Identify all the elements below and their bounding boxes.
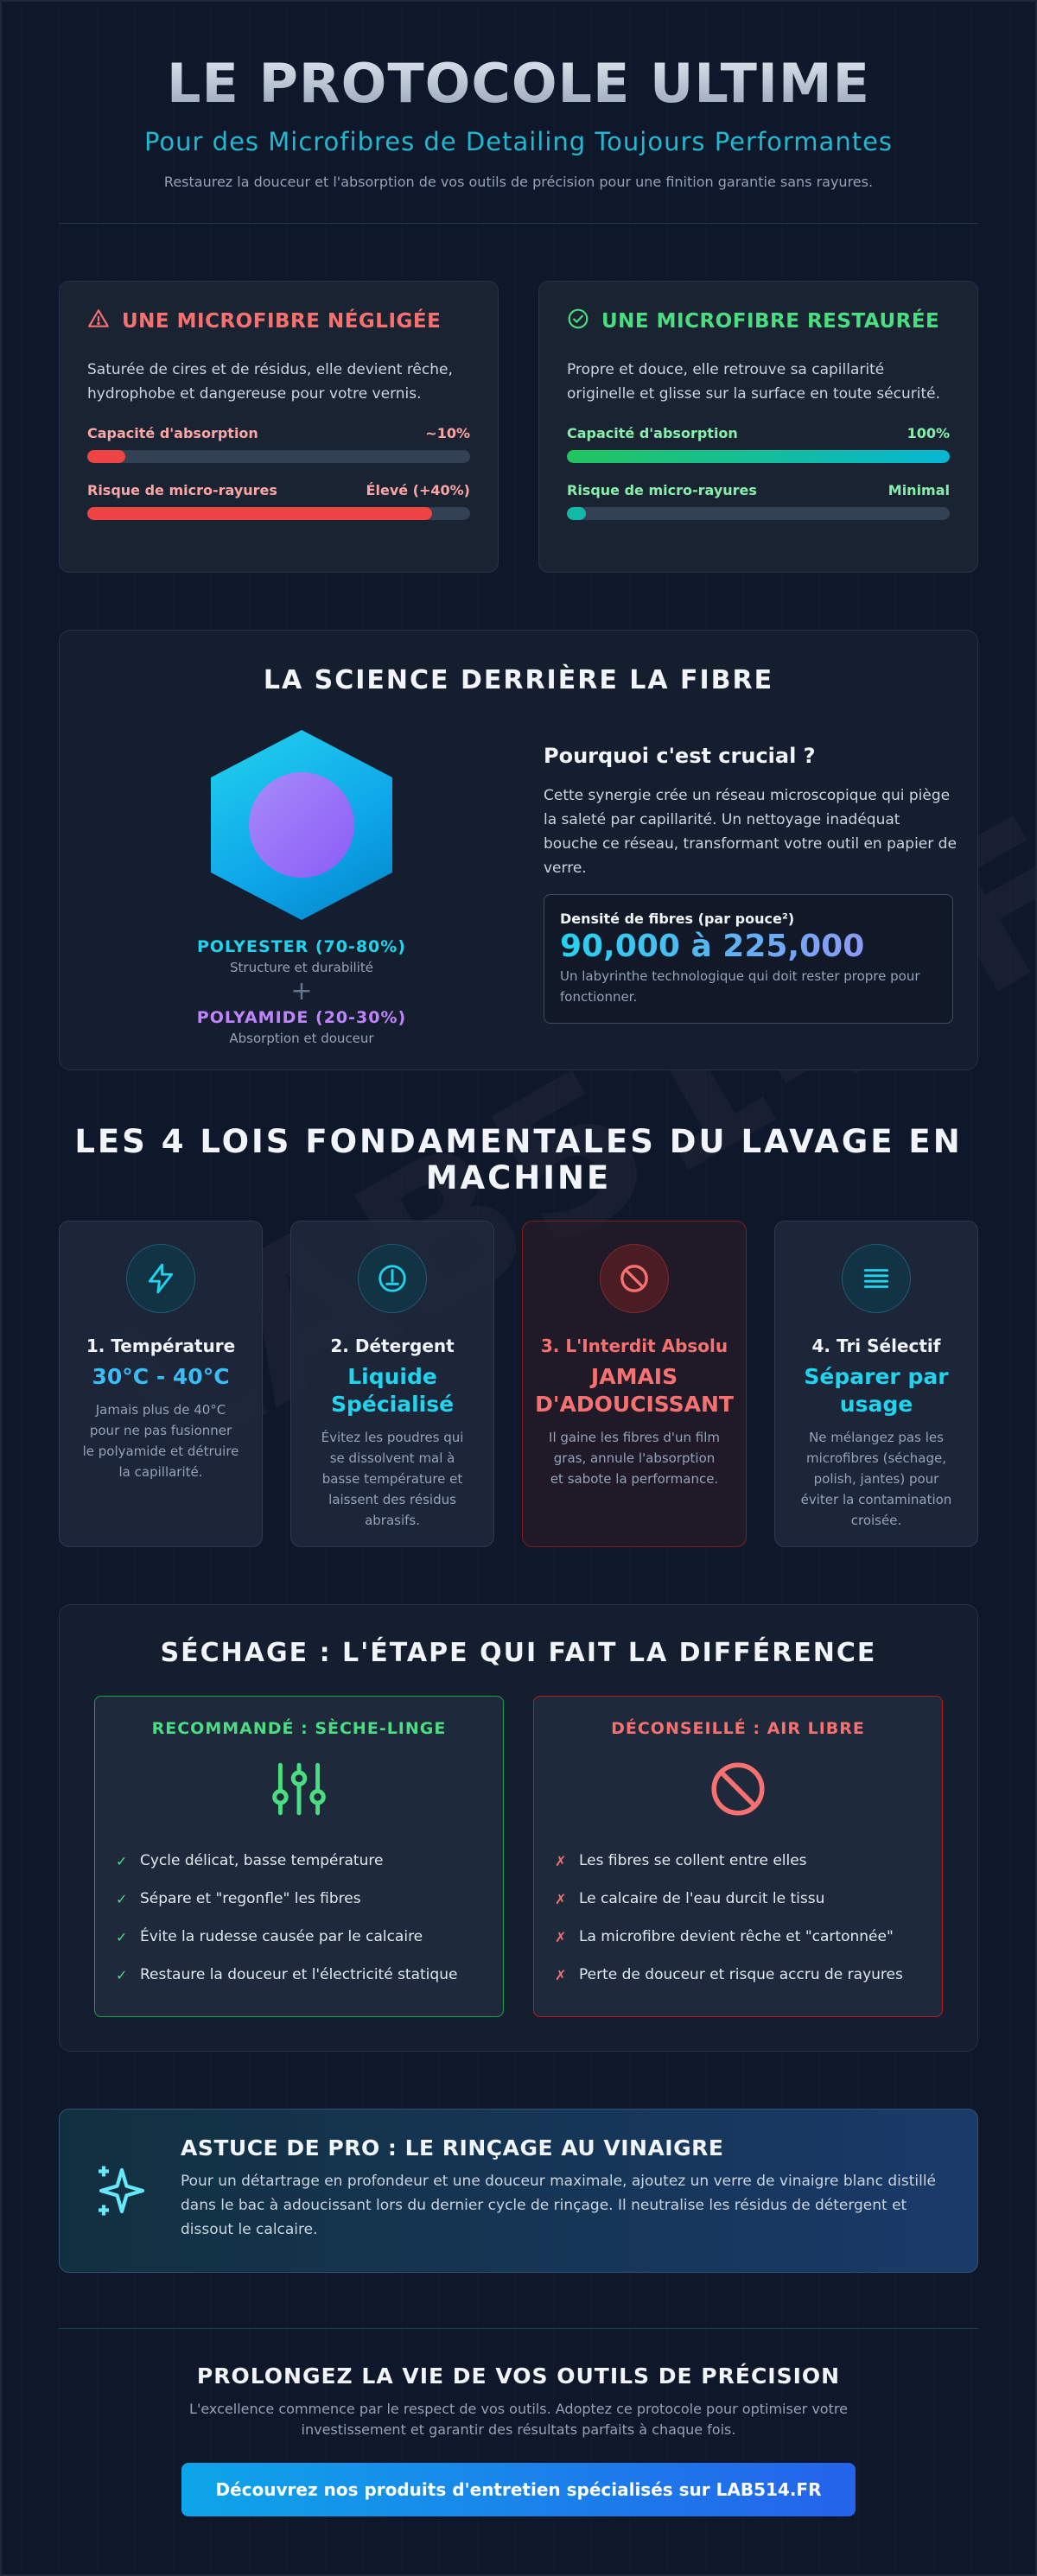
drying-title: SÉCHAGE : L'ÉTAPE QUI FAIT LA DIFFÉRENCE (160, 1638, 877, 1668)
list-item: ✗ Le calcaire de l'eau durcit le tissu (555, 1890, 825, 1907)
meter-fill (87, 507, 432, 520)
law-card-temperature: 1. Température 30°C - 40°C Jamais plus de 40°C pour ne pas fusionner le polyamide et détruire la capillarité. (59, 1221, 263, 1547)
restored-text: Propre et douce, elle retrouve sa capillarité originelle et glisse sur la surface en toute sécurité. (567, 361, 940, 403)
density-label: Densité de fibres (par pouce²) (560, 910, 795, 927)
discouraged-heading: DÉCONSEILLÉ : AIR LIBRE (611, 1719, 865, 1738)
recommended-heading: RECOMMANDÉ : SÈCHE-LINGE (151, 1719, 447, 1738)
fiber-hexagon-icon (211, 730, 392, 920)
comparison-section (59, 281, 978, 573)
fiber-polyamide-role: Absorption et douceur (229, 1031, 374, 1046)
page-title: LE PROTOCOLE ULTIME (2, 52, 1035, 115)
sliders-icon (116, 1757, 482, 1823)
meter-absorption-good: Capacité d'absorption 100% (567, 425, 950, 463)
density-box (544, 894, 953, 1024)
meter-absorption-bad: Capacité d'absorption ~10% (87, 425, 470, 463)
detergent-icon (358, 1244, 427, 1313)
meter-fill (87, 450, 125, 463)
warning-triangle-icon (87, 308, 110, 335)
density-note: Un labyrinthe technologique qui doit rester propre pour fonctionner. (560, 968, 920, 1005)
footer-title: PROLONGEZ LA VIE DE VOS OUTILS DE PRÉCISION (196, 2363, 841, 2389)
footer-text: L'excellence commence par le respect de vos outils. Adoptez ce protocole pour optimiser votre investissement et garantir des résultats parfaits à chaque fois. (189, 2401, 848, 2438)
tip-text: Pour un détartrage en profondeur et une douceur maximale, ajoutez un verre de vinaigre blanc distillé dans le bac à adoucissant lors du dernier cycle de rinçage. Il neutralise les résidus de détergent et dissout le calcaire. (181, 2173, 936, 2238)
page-description: Restaurez la douceur et l'absorption de vos outils de précision pour une finition garantie sans rayures. (163, 174, 874, 190)
lightning-icon (126, 1244, 195, 1313)
list-item: ✗ La microfibre devient rêche et "cartonnée" (555, 1928, 894, 1945)
fiber-polyester-role: Structure et durabilité (230, 960, 373, 975)
list-item: ✗ Les fibres se collent entre elles (555, 1852, 807, 1869)
pro-tip-banner (59, 2109, 978, 2273)
list-item: ✓ Évite la rudesse causée par le calcaire (116, 1928, 423, 1945)
cta-button[interactable]: Découvrez nos produits d'entretien spécialisés sur LAB514.FR (181, 2463, 856, 2516)
list-item: ✓ Restaure la douceur et l'électricité statique (116, 1966, 458, 1983)
why-title: Pourquoi c'est crucial ? (544, 744, 816, 768)
recommended-list (116, 1842, 482, 1994)
fiber-polyamide: POLYAMIDE (20-30%) (196, 1008, 407, 1027)
law-card-no-softener: 3. L'Interdit Absolu JAMAIS D'ADOUCISSANT Il gaine les fibres d'un film gras, annule l'absorption et sabote la performance. (522, 1221, 747, 1547)
list-item: ✓ Sépare et "regonfle" les fibres (116, 1890, 361, 1907)
plus-sign: + (290, 976, 313, 1006)
air-dry-discouraged-card (533, 1696, 943, 2017)
discouraged-list (555, 1842, 921, 1994)
meter-scratch-good: Risque de micro-rayures Minimal (567, 482, 950, 520)
why-text: Cette synergie crée un réseau microscopique qui piège la saleté par capillarité. Un nettoyage inadéquat bouche ce réseau, transformant votre outil en papier de verre. (544, 787, 957, 877)
drying-section (59, 1604, 978, 2052)
neglected-card (59, 281, 499, 573)
density-value: 90,000 à 225,000 (560, 929, 937, 964)
sort-lines-icon (842, 1244, 911, 1313)
science-title: LA SCIENCE DERRIÈRE LA FIBRE (263, 665, 774, 695)
meter-fill (567, 507, 586, 520)
forbidden-icon (600, 1244, 669, 1313)
list-item: ✓ Cycle délicat, basse température (116, 1852, 384, 1869)
restored-title: UNE MICROFIBRE RESTAURÉE (567, 308, 950, 335)
hero-header (2, 2, 1035, 190)
why-crucial (544, 730, 958, 1046)
laws-section (59, 1221, 978, 1547)
neglected-title: UNE MICROFIBRE NÉGLIGÉE (87, 308, 470, 335)
check-circle-icon (567, 308, 589, 335)
fiber-composition (60, 730, 544, 1046)
meter-fill (567, 450, 950, 463)
sparkles-icon (91, 2135, 153, 2246)
list-item: ✗ Perte de douceur et risque accru de rayures (555, 1966, 903, 1983)
footer (59, 2328, 978, 2516)
laws-title: LES 4 LOIS FONDAMENTALES DU LAVAGE EN MACHINE (74, 1123, 963, 1196)
neglected-text: Saturée de cires et de résidus, elle devient rêche, hydrophobe et dangereuse pour votre vernis. (87, 361, 453, 403)
fiber-polyester: POLYESTER (70-80%) (196, 937, 406, 956)
law-card-detergent: 2. Détergent Liquide Spécialisé Évitez les poudres qui se dissolvent mal à basse température et laissent des résidus abrasifs. (290, 1221, 494, 1547)
restored-card (538, 281, 978, 573)
science-section (59, 630, 978, 1070)
law-card-sorting: 4. Tri Sélectif Séparer par usage Ne mélangez pas les microfibres (séchage, polish, jantes) pour éviter la contamination croisée. (774, 1221, 978, 1547)
forbidden-icon (555, 1757, 921, 1823)
page-subtitle: Pour des Microfibres de Detailing Toujours Performantes (143, 127, 894, 156)
dryer-recommended-card (94, 1696, 504, 2017)
header-divider (59, 223, 978, 224)
meter-scratch-bad: Risque de micro-rayures Élevé (+40%) (87, 482, 470, 520)
tip-title: ASTUCE DE PRO : LE RINÇAGE AU VINAIGRE (181, 2135, 724, 2160)
